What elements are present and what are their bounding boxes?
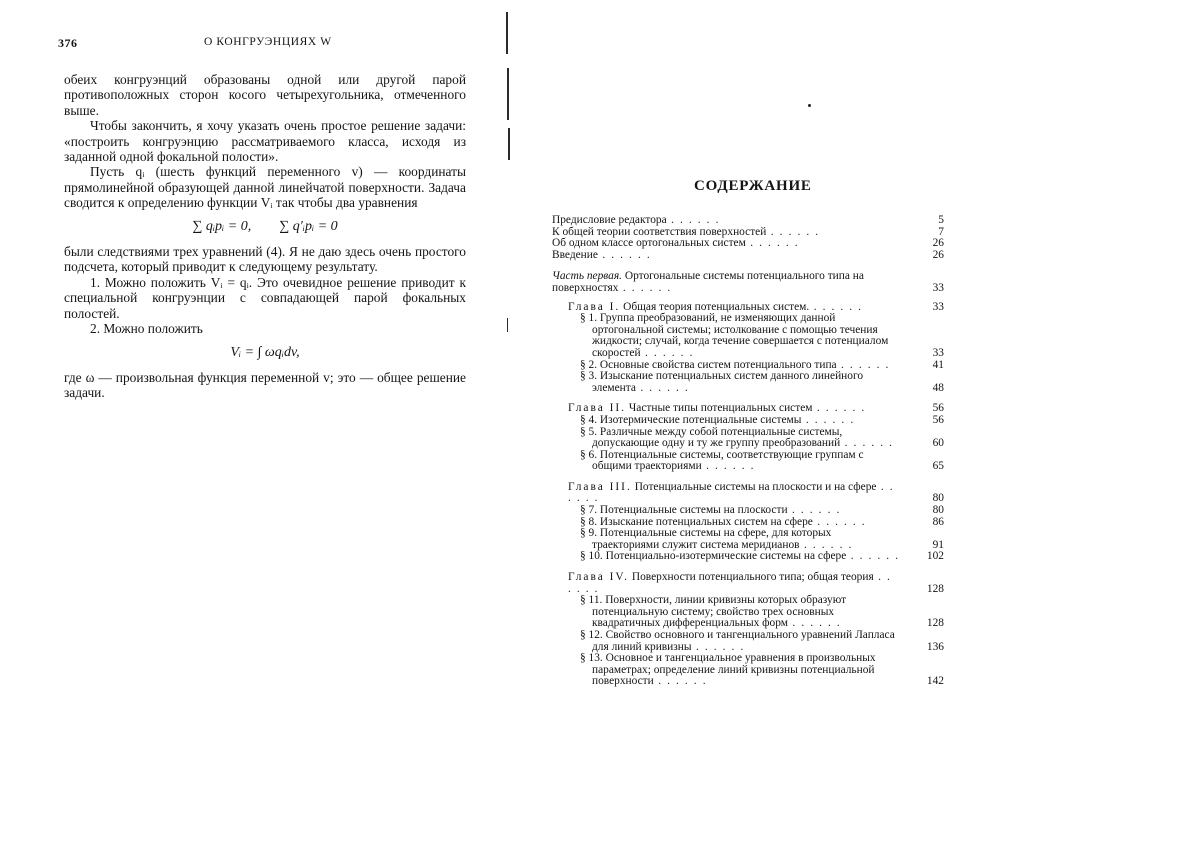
toc-entry-text: § 2. Основные свойства систем потенциального типа	[580, 358, 837, 371]
toc-page-number: 80	[932, 492, 944, 505]
toc-entry	[552, 271, 944, 294]
toc-leader-dots: . . . . . .	[568, 480, 895, 505]
toc-part-label: Часть первая.	[552, 270, 623, 283]
toc-page-number: 56	[932, 413, 944, 426]
toc-entry	[552, 572, 944, 595]
toc-entry	[552, 551, 944, 563]
page-number: 376	[58, 36, 78, 50]
toc-entry	[552, 653, 944, 688]
toc-page-number: 102	[926, 550, 944, 563]
toc-page-number: 33	[932, 346, 944, 359]
toc-page-number: 41	[932, 358, 944, 371]
toc-entry-text: Ортогональные системы потенциального типа на поверхностях	[552, 270, 864, 294]
toc-entry-text: Общая теория потенциальных систем.	[623, 300, 810, 313]
toc-leader-dots: . . . . . .	[640, 346, 694, 359]
toc-leader-dots: . . . . . .	[701, 460, 756, 473]
item-one: 1. Можно положить Vᵢ = qᵢ. Это очевидное решение приводит к специальной конгруэнции с совпадающей парой фокальных полостей.	[64, 274, 466, 321]
toc-leader-dots: . . . . . .	[666, 214, 721, 226]
scan-dot	[808, 104, 811, 107]
formula-eq-1: ∑ qᵢpᵢ = 0,	[192, 218, 252, 234]
toc-chapter-label: Глава I.	[568, 300, 621, 313]
toc-page-number: 80	[932, 504, 944, 517]
toc-leader-dots: . . . . . .	[799, 538, 853, 551]
toc-page-number: 26	[932, 248, 944, 261]
toc-chapter-label: Глава III.	[568, 480, 632, 493]
toc-entry-text: Потенциальные системы на плоскости и на сфере	[634, 480, 877, 493]
toc-page-number: 91	[932, 538, 944, 551]
formula-eq-2: ∑ q′ᵢpᵢ = 0	[279, 218, 338, 234]
paragraph-closing: где ω — произвольная функция переменной v; это — общее решение задачи.	[64, 369, 466, 401]
toc-page-number: 142	[926, 675, 944, 688]
toc-entry-text: § 12. Свойство основного и тангенциального уравнений Лапласа для линий кривизны	[580, 629, 895, 653]
toc-entry-text: § 6. Потенциальные системы, соответствующие группам с общими траекториями	[580, 448, 864, 473]
toc-leader-dots: . . . . . .	[635, 381, 690, 394]
toc-entry-text: § 9. Потенциальные системы на сфере, для которых траекториями служит система меридианов	[580, 527, 832, 551]
toc-leader-dots: . . . . . .	[809, 300, 863, 313]
toc-leader-dots: . . . . . .	[568, 571, 892, 595]
toc-entry-text: Частные типы потенциальных систем	[628, 402, 813, 415]
item-two: 2. Можно положить	[90, 321, 203, 337]
toc-entry-text: Об одном классе ортогональных систем	[552, 237, 746, 250]
toc-page-number: 33	[932, 300, 944, 313]
toc-entry	[552, 528, 944, 551]
toc-entry-text: § 11. Поверхности, линии кривизны которых образуют потенциальную систему; свойство трех основных квадратичных дифференциальных форм	[580, 594, 847, 630]
toc-page-number: 86	[932, 515, 944, 528]
toc-entry-text: § 10. Потенциально-изотермические системы на сфере	[580, 550, 847, 563]
paragraph-consequence: были следствиями трех уравнений (4). Я не даю здесь очень простого подсчета, который приводит к следующему результату.	[64, 244, 466, 275]
toc-entry	[552, 450, 944, 473]
toc-entry-text: § 3. Изыскание потенциальных систем данного линейного элемента	[580, 370, 864, 394]
toc-entry-text: § 5. Различные между собой потенциальные системы, допускающие одну и ту же группу преобразований	[580, 425, 843, 450]
formula-equations	[64, 219, 466, 234]
toc-leader-dots: . . . . . .	[597, 248, 652, 261]
toc-entry	[552, 427, 944, 450]
toc-leader-dots: . . . . . .	[840, 437, 894, 450]
toc-entry-text: § 13. Основное и тангенциальное уравнения в произвольных параметрах; определение линий кривизны потенциальной поверхности	[580, 652, 876, 688]
toc-entry-text: § 4. Изотермические потенциальные системы	[580, 413, 802, 426]
left-page	[56, 28, 466, 401]
paragraph-continuation: обеих конгруэнций образованы одной или другой парой противоположных сторон косого четырехугольника, отмеченного выше.	[64, 72, 466, 118]
gutter-mark	[506, 12, 508, 54]
toc-leader-dots: . . . . . .	[653, 675, 708, 688]
toc-entry	[552, 630, 944, 653]
body-text	[64, 72, 466, 401]
toc-page-number: 26	[932, 237, 944, 250]
running-head-title: О КОНГРУЭНЦИЯХ W	[204, 36, 332, 48]
toc-leader-dots: . . . . . .	[812, 402, 866, 415]
toc-page-number: 5	[938, 214, 944, 226]
toc-leader-dots: . . . . . .	[787, 617, 842, 630]
gutter-mark	[507, 318, 508, 332]
running-head	[56, 28, 466, 50]
toc-leader-dots: . . . . . .	[801, 413, 855, 426]
toc-entry-text: § 8. Изыскание потенциальных систем на сфере	[580, 515, 813, 528]
toc-page-number: 65	[932, 460, 944, 473]
toc-leader-dots: . . . . . .	[691, 640, 745, 653]
toc-leader-dots: . . . . . .	[836, 358, 890, 371]
gutter-mark	[508, 128, 510, 160]
toc-entry-text: § 1. Группа преобразований, не изменяющих данной ортогональной системы; истолкование с помощью течения жидкости; случай, когда течение совершается с потенциалом скоростей	[580, 312, 889, 359]
toc-entry	[552, 371, 944, 394]
toc-page-number: 128	[926, 617, 944, 630]
gutter-mark	[507, 68, 509, 120]
toc-entry-text: Предисловие редактора	[552, 214, 667, 226]
toc-entry-text: К общей теории соответствия поверхностей	[552, 225, 767, 238]
toc-page-number: 56	[932, 402, 944, 415]
toc-entry-text: Введение	[552, 248, 598, 261]
toc-leader-dots: . . . . . .	[766, 225, 820, 238]
toc-chapter-label: Глава IV.	[568, 571, 629, 584]
toc-leader-dots: . . . . . .	[787, 504, 841, 517]
table-of-contents	[552, 215, 944, 688]
toc-leader-dots: . . . . . .	[618, 281, 672, 294]
toc-entry-text: § 7. Потенциальные системы на плоскости	[580, 504, 788, 517]
toc-leader-dots: . . . . . .	[812, 515, 867, 528]
toc-entry-text: Поверхности потенциального типа; общая теория	[631, 571, 874, 584]
toc-page-number: 128	[926, 582, 944, 595]
toc-entry	[552, 250, 944, 262]
toc-title: СОДЕРЖАНИЕ	[694, 178, 812, 194]
toc-page-number: 136	[926, 640, 944, 653]
toc-page-number: 33	[932, 281, 944, 294]
toc-leader-dots: . . . . . .	[745, 237, 800, 250]
toc-entry	[552, 313, 944, 359]
paragraph-conclusion: Чтобы закончить, я хочу указать очень простое решение задачи: «построить конгруэнцию рассматриваемого класса, исходя из заданной одной фокальной полости».	[64, 118, 466, 165]
formula-integral: Vᵢ = ∫ ωqᵢdv,	[230, 344, 300, 360]
toc-page-number: 60	[932, 437, 944, 450]
toc-leader-dots: . . . . . .	[846, 550, 900, 563]
toc-chapter-label: Глава II.	[568, 402, 627, 415]
toc-page-number: 7	[938, 225, 944, 238]
paragraph-setup: Пусть qᵢ (шесть функций переменного v) — координаты прямолинейной образующей данной линейчатой поверхности. Задача сводится к определению функции Vᵢ так чтобы два уравнения	[64, 164, 466, 211]
toc-entry	[552, 595, 944, 630]
toc-page-number: 48	[932, 381, 944, 394]
toc-entry	[552, 482, 944, 505]
